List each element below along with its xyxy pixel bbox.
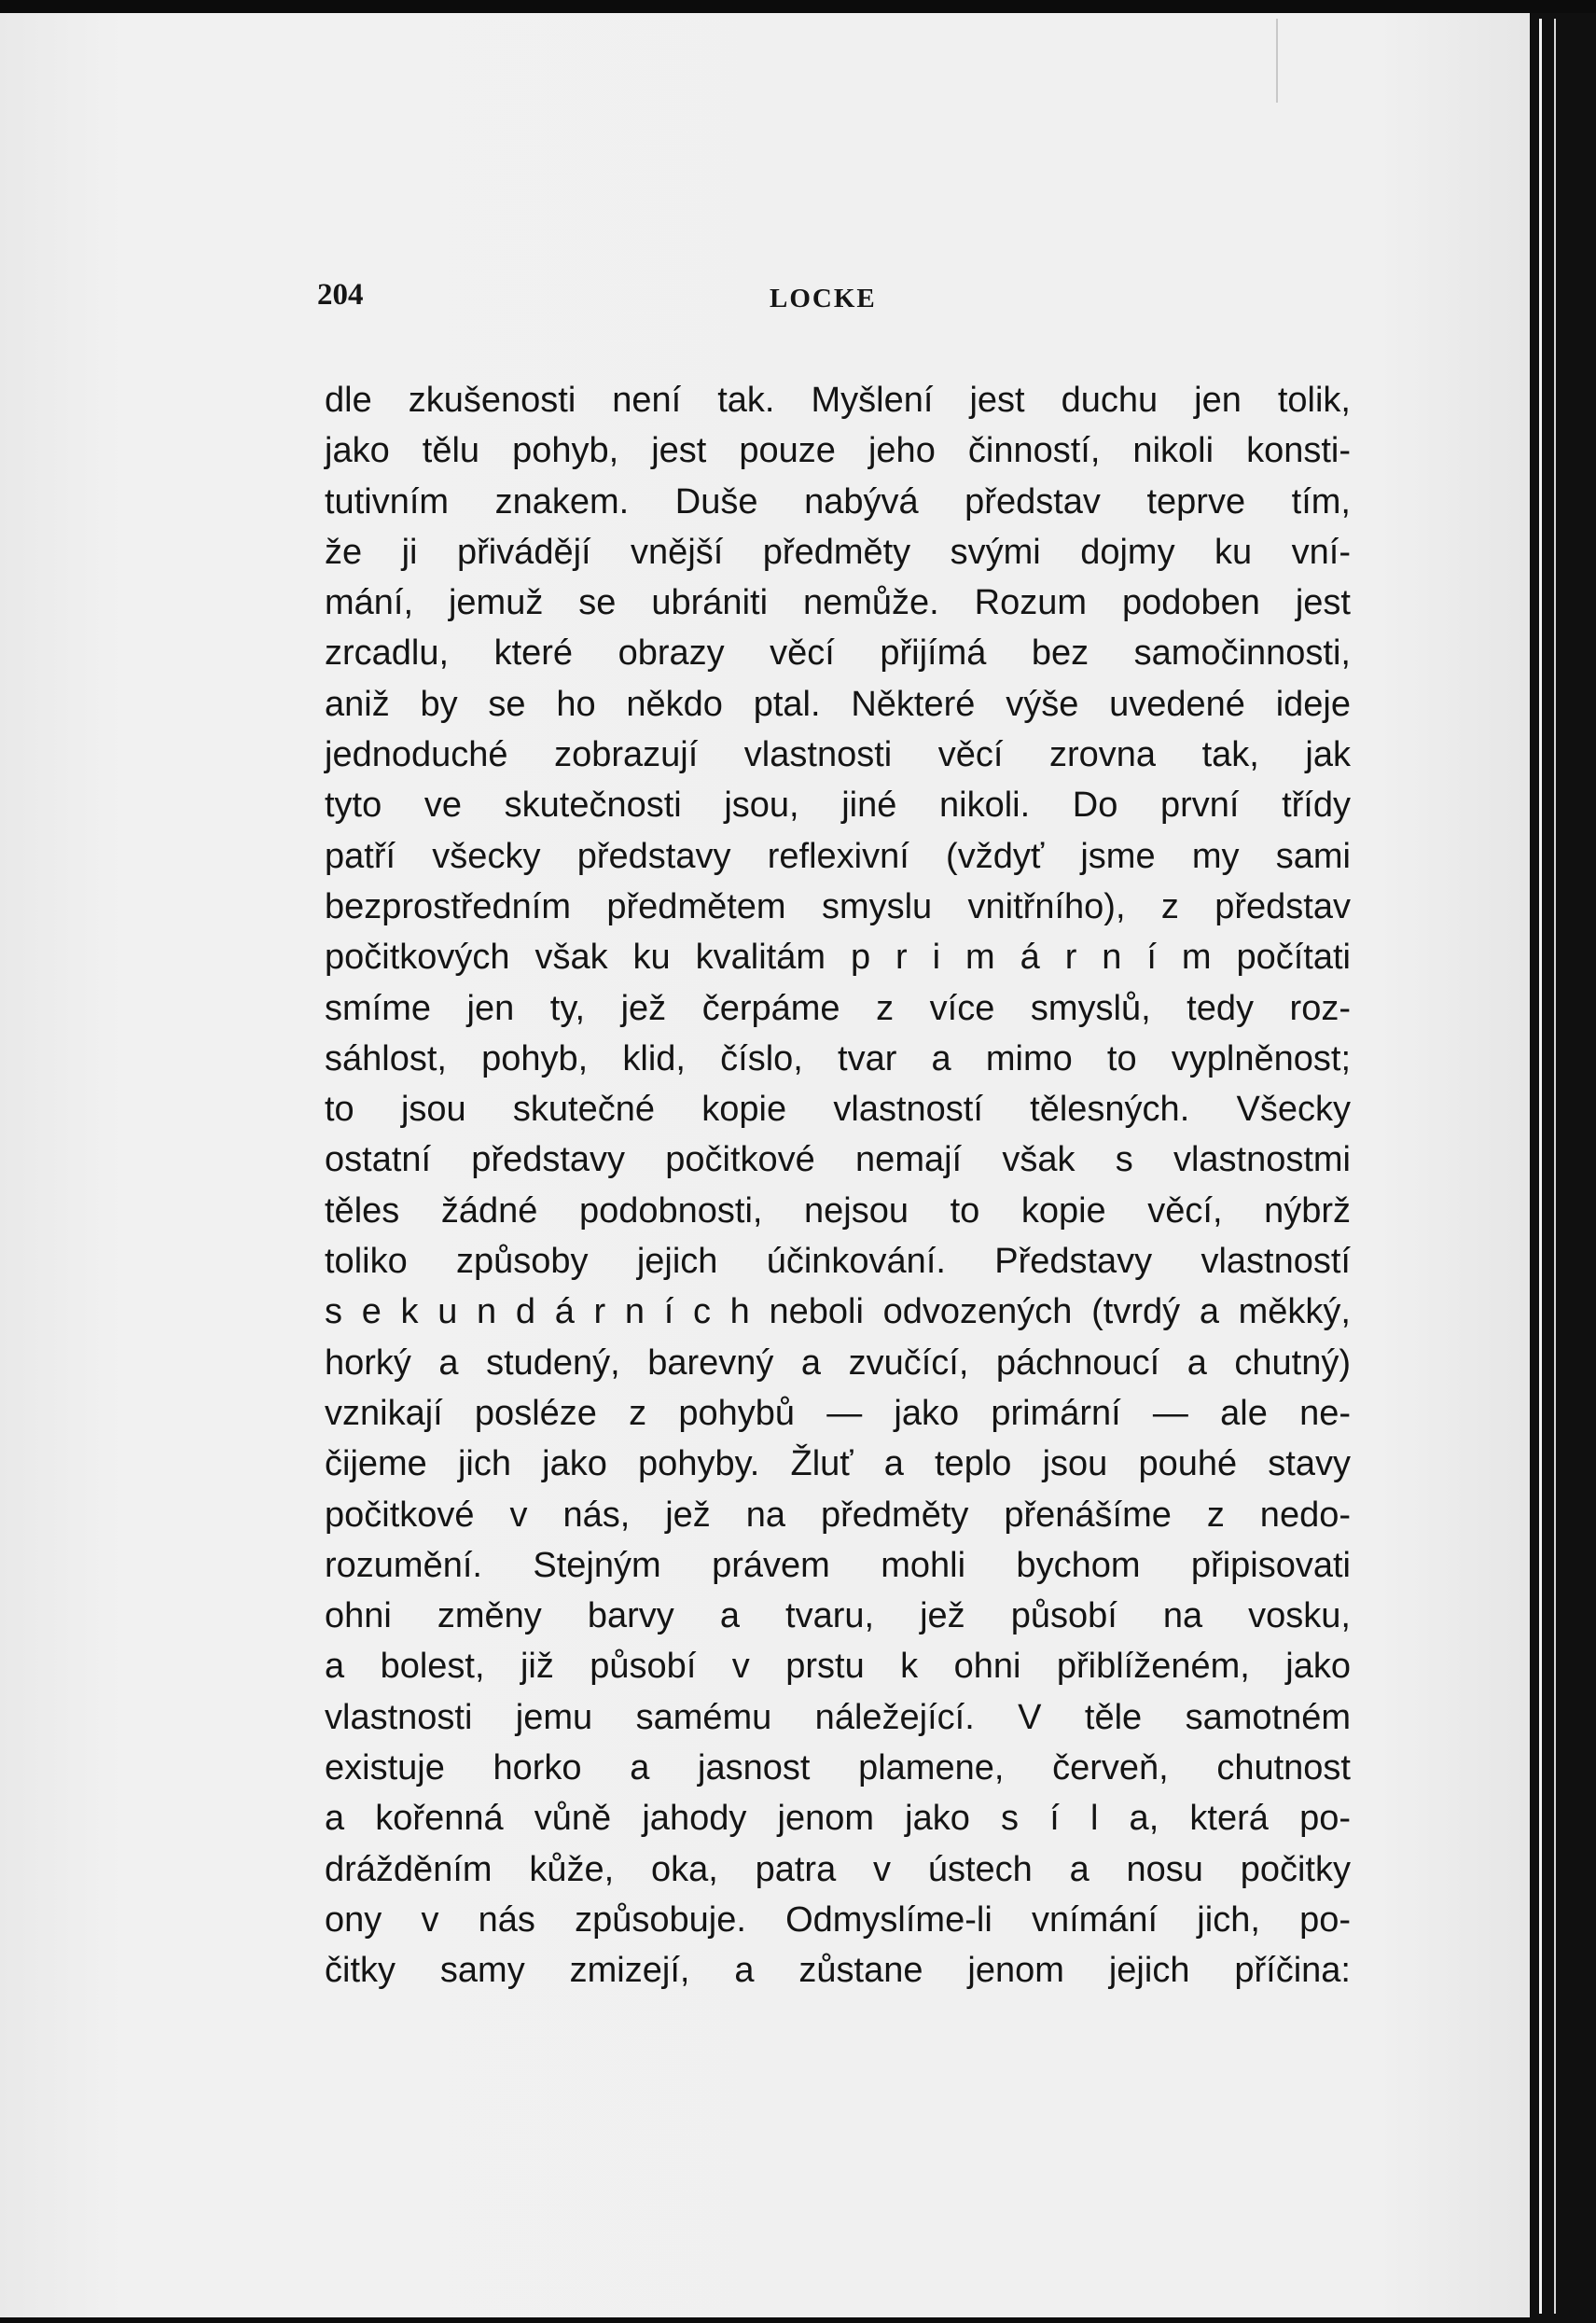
text-line: ostatní představy počitkové nemají však s vlastnostmi <box>325 1140 1351 1180</box>
text-line: ohni změny barvy a tvaru, jež působí na vosku, <box>325 1596 1351 1636</box>
book-edge-stripe-inner <box>1554 19 1556 2314</box>
page-header <box>317 278 1362 325</box>
running-head: LOCKE <box>770 284 877 313</box>
text-line: tutivním znakem. Duše nabývá představ teprve tím, <box>325 481 1351 522</box>
text-line: počitkových však ku kvalitám p r i m á r n í m počítati <box>325 938 1351 978</box>
body-text <box>325 375 1351 1996</box>
text-line: vlastnosti jemu samému náležející. V těle samotném <box>325 1697 1351 1737</box>
text-line: horký a studený, barevný a zvučící, páchnoucí a chutný) <box>325 1342 1351 1383</box>
text-line: vznikají posléze z pohybů — jako primární — ale ne- <box>325 1393 1351 1433</box>
book-edge-stripe <box>1539 19 1542 2314</box>
text-line: s e k u n d á r n í c h neboli odvozených (tvrdý a měkký, <box>325 1292 1351 1332</box>
text-line: rozumění. Stejným právem mohli bychom připisovati <box>325 1545 1351 1585</box>
text-line: aniž by se ho někdo ptal. Některé výše uvedené ideje <box>325 684 1351 724</box>
text-line: že ji přivádějí vnější předměty svými dojmy ku vní- <box>325 532 1351 572</box>
text-line: a bolest, již působí v prstu k ohni přiblíženém, jako <box>325 1647 1351 1687</box>
text-line: toliko způsoby jejich účinkování. Představy vlastností <box>325 1242 1351 1282</box>
page-number: 204 <box>317 278 364 312</box>
text-line: čitky samy zmizejí, a zůstane jenom jejich příčina: <box>325 1951 1351 1991</box>
text-line: to jsou skutečné kopie vlastností tělesných. Všecky <box>325 1090 1351 1130</box>
text-line: počitkové v nás, jež na předměty přenášíme z nedo- <box>325 1495 1351 1535</box>
text-line: čijeme jich jako pohyby. Žluť a teplo jsou pouhé stavy <box>325 1444 1351 1484</box>
text-line: jako tělu pohyb, jest pouze jeho činností, nikoli konsti- <box>325 431 1351 471</box>
text-line: tyto ve skutečnosti jsou, jiné nikoli. Do první třídy <box>325 786 1351 826</box>
text-line: mání, jemuž se ubrániti nemůže. Rozum podoben jest <box>325 583 1351 623</box>
fold-mark <box>1276 19 1278 103</box>
text-line: smíme jen ty, jež čerpáme z více smyslů, tedy roz- <box>325 988 1351 1028</box>
text-line: bezprostředním předmětem smyslu vnitřního), z představ <box>325 886 1351 926</box>
text-line: zrcadlu, které obrazy věcí přijímá bez samočinnosti, <box>325 633 1351 674</box>
text-line: patří všecky představy reflexivní (vždyť jsme my sami <box>325 836 1351 876</box>
text-line: ony v nás způsobuje. Odmyslíme-li vnímání jich, po- <box>325 1899 1351 1940</box>
text-line: a kořenná vůně jahody jenom jako s í l a, která po- <box>325 1799 1351 1839</box>
text-line: existuje horko a jasnost plamene, červeň, chutnost <box>325 1748 1351 1788</box>
text-line: drážděním kůže, oka, patra v ústech a nosu počitky <box>325 1849 1351 1889</box>
text-line: sáhlost, pohyb, klid, číslo, tvar a mimo to vyplněnost; <box>325 1038 1351 1078</box>
text-line: těles žádné podobnosti, nejsou to kopie věcí, nýbrž <box>325 1190 1351 1231</box>
text-line: dle zkušenosti není tak. Myšlení jest duchu jen tolik, <box>325 381 1351 420</box>
text-line: jednoduché zobrazují vlastnosti věcí zrovna tak, jak <box>325 735 1351 775</box>
